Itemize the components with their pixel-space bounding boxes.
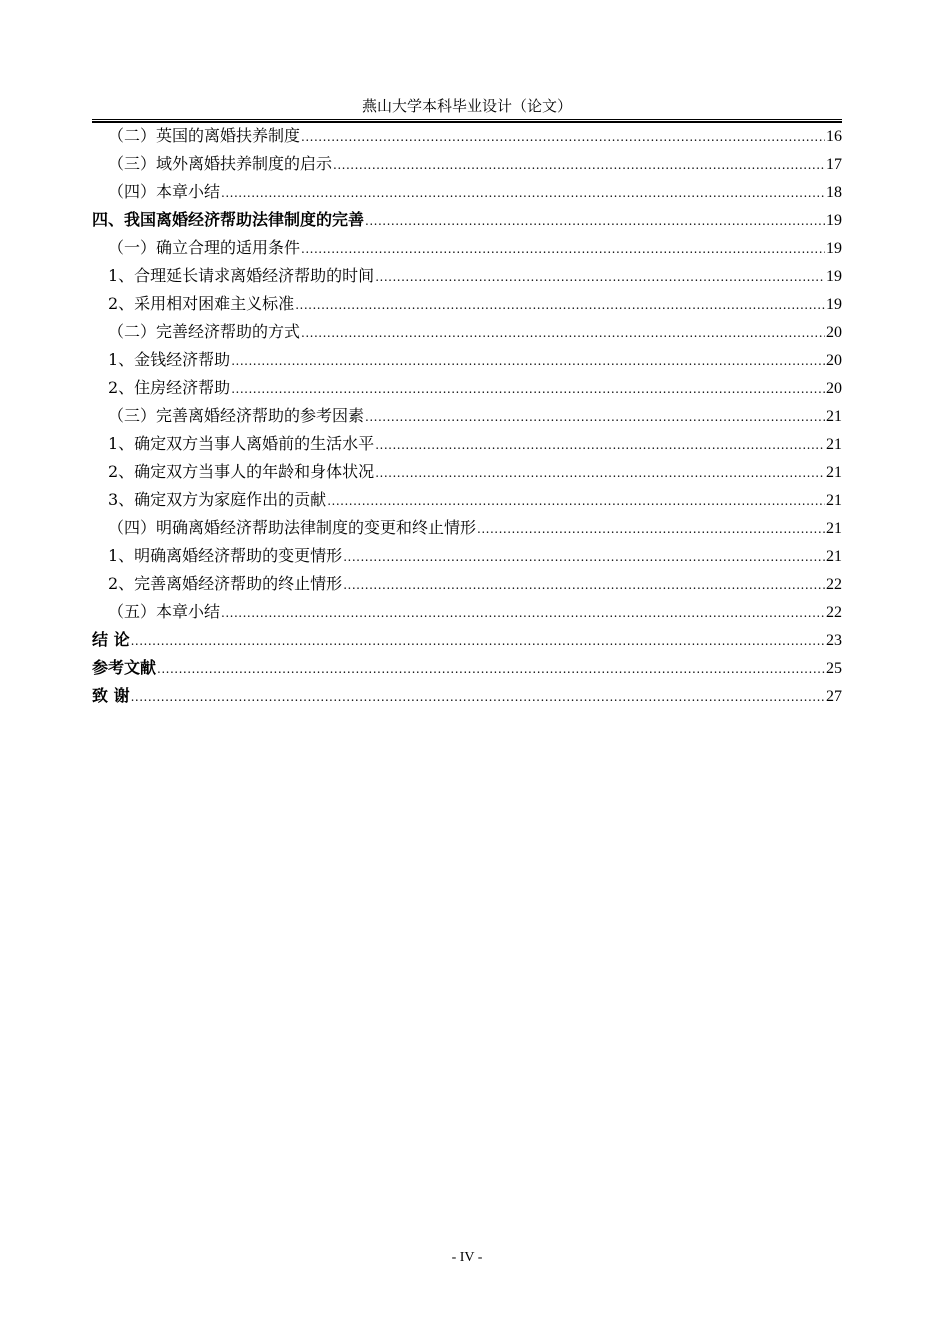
toc-leader-dots <box>231 375 825 403</box>
toc-leader-dots <box>375 263 825 291</box>
toc-entry-label: 2、住房经济帮助 <box>108 378 231 397</box>
toc-entry-page-number: 21 <box>826 464 842 481</box>
toc-entry-label: （四）本章小结 <box>108 182 221 201</box>
toc-leader-dots <box>295 291 825 319</box>
toc-entry-page-number: 22 <box>826 576 842 593</box>
toc-entry-page-number: 20 <box>826 324 842 341</box>
toc-leader-dots <box>343 571 825 599</box>
toc-entry-page-number: 19 <box>826 296 842 313</box>
toc-entry[interactable] <box>92 542 842 570</box>
toc-entry-label: 1、金钱经济帮助 <box>108 350 231 369</box>
toc-entry-page-number: 18 <box>826 184 842 201</box>
toc-entry[interactable] <box>92 654 842 682</box>
toc-entry[interactable] <box>92 178 842 206</box>
toc-entry-label: （三）完善离婚经济帮助的参考因素 <box>108 406 365 425</box>
toc-entry[interactable] <box>92 570 842 598</box>
toc-leader-dots <box>131 683 825 711</box>
toc-leader-dots <box>365 403 825 431</box>
toc-entry-label: 1、确定双方当事人离婚前的生活水平 <box>108 434 375 453</box>
toc-entry-label: 2、采用相对困难主义标准 <box>108 294 295 313</box>
toc-entry[interactable] <box>92 122 842 150</box>
page-header-title: 燕山大学本科毕业设计（论文） <box>361 97 572 115</box>
toc-entry-label: 2、确定双方当事人的年龄和身体状况 <box>108 462 375 481</box>
toc-entry-page-number: 21 <box>826 492 842 509</box>
toc-entry[interactable] <box>92 234 842 262</box>
toc-leader-dots <box>343 543 825 571</box>
page-number: - IV - <box>451 1250 483 1265</box>
toc-entry[interactable] <box>92 290 842 318</box>
toc-entry-label: 3、确定双方为家庭作出的贡献 <box>108 490 327 509</box>
toc-entry-page-number: 23 <box>826 632 842 649</box>
toc-entry[interactable] <box>92 486 842 514</box>
toc-entry[interactable] <box>92 374 842 402</box>
toc-entry-page-number: 17 <box>826 156 842 173</box>
toc-entry-label: （三）域外离婚扶养制度的启示 <box>108 154 333 173</box>
toc-entry-page-number: 19 <box>826 212 842 229</box>
toc-entry[interactable] <box>92 514 842 542</box>
toc-entry-label: 2、完善离婚经济帮助的终止情形 <box>108 574 343 593</box>
toc-entry-page-number: 25 <box>826 660 842 677</box>
toc-leader-dots <box>365 207 825 235</box>
toc-leader-dots <box>221 179 825 207</box>
toc-entry-page-number: 22 <box>826 604 842 621</box>
toc-leader-dots <box>301 235 825 263</box>
toc-entry-page-number: 20 <box>826 380 842 397</box>
toc-entry-label: （一）确立合理的适用条件 <box>108 238 301 257</box>
toc-entry-label: （二）完善经济帮助的方式 <box>108 322 301 341</box>
toc-entry-page-number: 16 <box>826 128 842 145</box>
toc-leader-dots <box>375 459 825 487</box>
toc-entry[interactable] <box>92 682 842 710</box>
toc-leader-dots <box>375 431 825 459</box>
toc-entry[interactable] <box>92 626 842 654</box>
toc-leader-dots <box>157 655 825 683</box>
toc-entry[interactable] <box>92 262 842 290</box>
toc-entry[interactable] <box>92 402 842 430</box>
toc-leader-dots <box>231 347 825 375</box>
toc-entry-label: （四）明确离婚经济帮助法律制度的变更和终止情形 <box>108 518 477 537</box>
toc-entry-page-number: 20 <box>826 352 842 369</box>
toc-entry[interactable] <box>92 206 842 234</box>
toc-leader-dots <box>477 515 825 543</box>
toc-leader-dots <box>131 627 825 655</box>
toc-entry-page-number: 19 <box>826 240 842 257</box>
toc-entry-label: （二）英国的离婚扶养制度 <box>108 126 301 145</box>
toc-entry-label: 四、我国离婚经济帮助法律制度的完善 <box>92 210 365 229</box>
toc-entry[interactable] <box>92 430 842 458</box>
toc-entry-label: 参考文献 <box>92 658 157 677</box>
toc-leader-dots <box>301 123 825 151</box>
toc-entry-label: 致 谢 <box>92 686 130 705</box>
toc-entry-page-number: 19 <box>826 268 842 285</box>
toc-entry-page-number: 21 <box>826 520 842 537</box>
toc-leader-dots <box>333 151 825 179</box>
toc-entry-label: 1、明确离婚经济帮助的变更情形 <box>108 546 343 565</box>
table-of-contents <box>92 122 842 710</box>
toc-entry[interactable] <box>92 346 842 374</box>
toc-entry-page-number: 21 <box>826 548 842 565</box>
toc-leader-dots <box>327 487 825 515</box>
toc-entry[interactable] <box>92 598 842 626</box>
toc-entry[interactable] <box>92 458 842 486</box>
toc-entry-label: 1、合理延长请求离婚经济帮助的时间 <box>108 266 375 285</box>
toc-entry-page-number: 27 <box>826 688 842 705</box>
toc-entry-label: （五）本章小结 <box>108 602 221 621</box>
toc-entry[interactable] <box>92 150 842 178</box>
toc-entry[interactable] <box>92 318 842 346</box>
toc-leader-dots <box>301 319 825 347</box>
header-rule-thin <box>92 119 842 120</box>
toc-entry-page-number: 21 <box>826 408 842 425</box>
toc-entry-label: 结 论 <box>92 630 130 649</box>
toc-entry-page-number: 21 <box>826 436 842 453</box>
toc-leader-dots <box>221 599 825 627</box>
